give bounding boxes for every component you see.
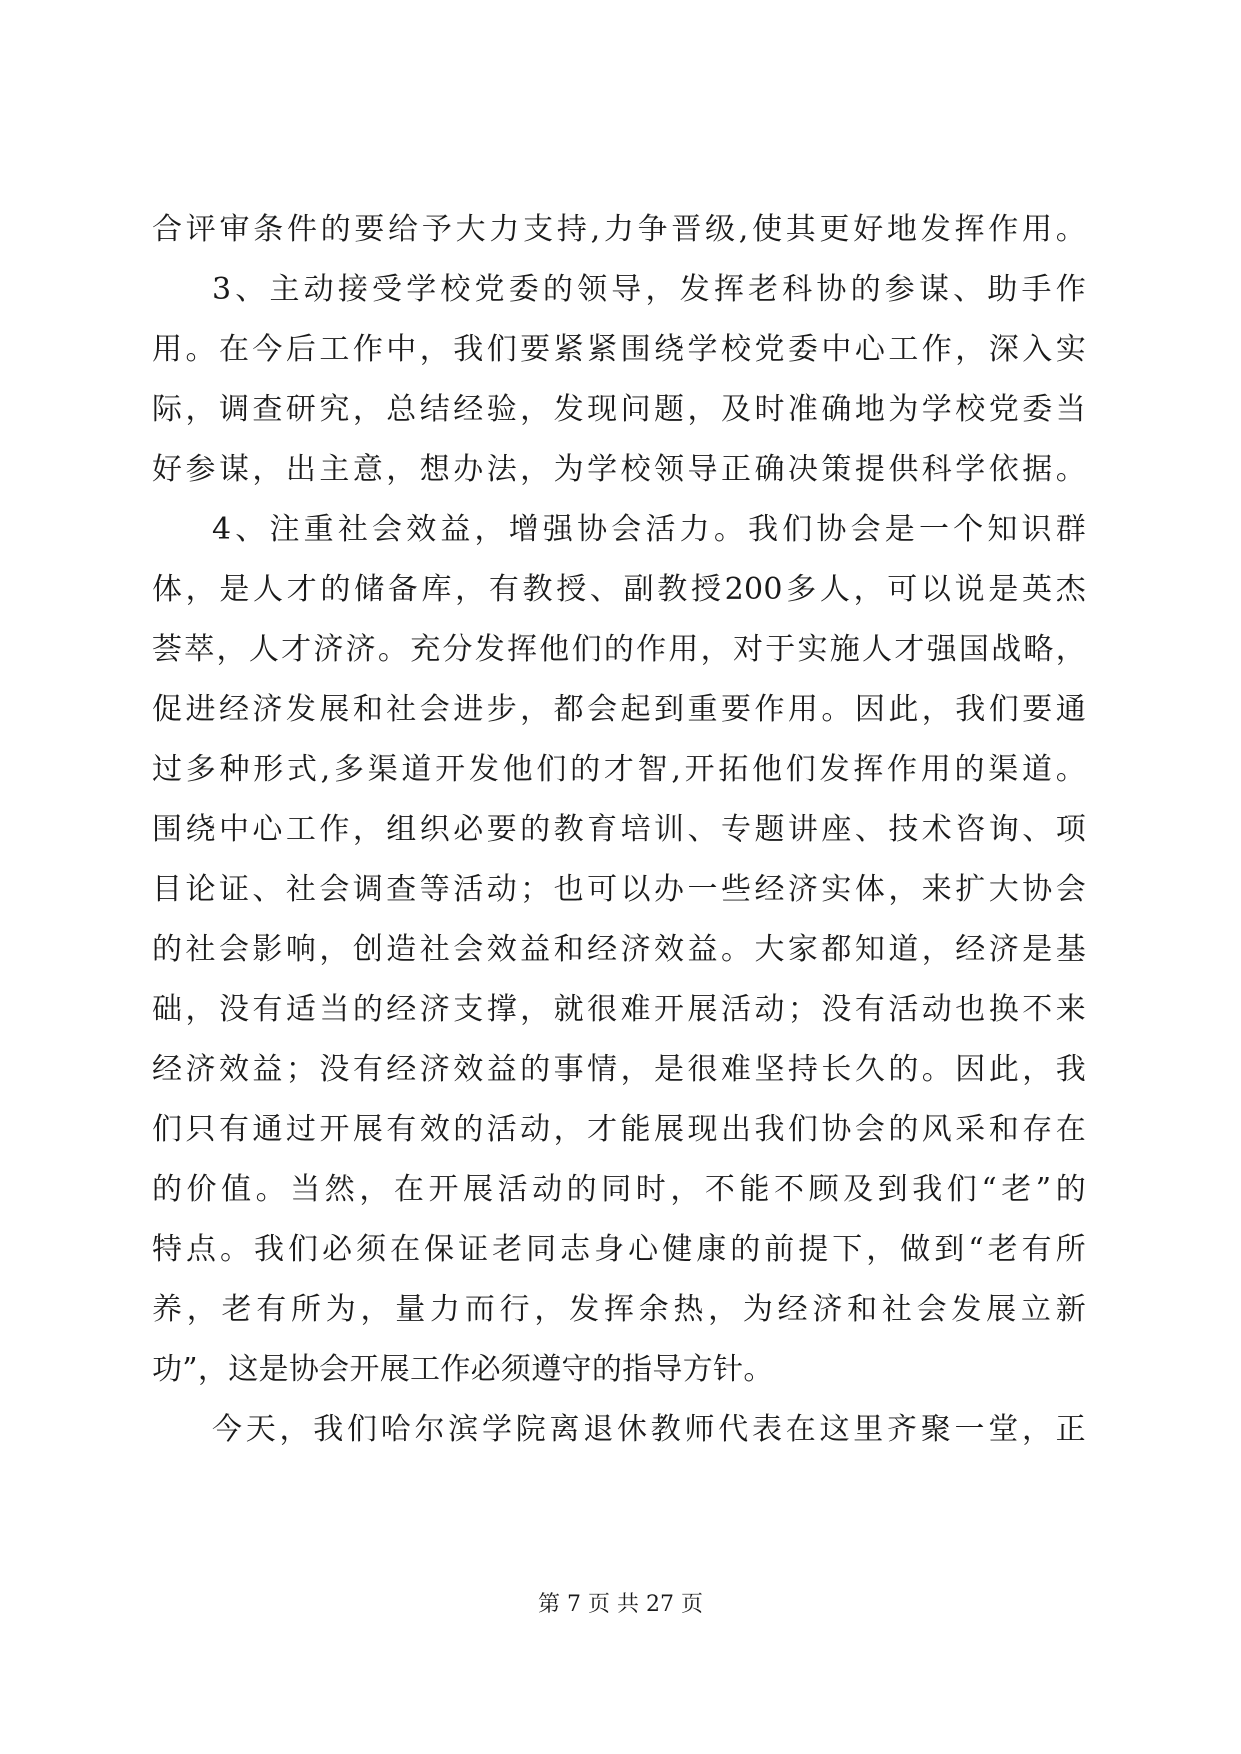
paragraph-line: 荟萃，人才济济。充分发挥他们的作用，对于实施人才强国战略， [152,632,1086,667]
paragraph-line: 的社会影响，创造社会效益和经济效益。大家都知道，经济是基 [152,932,1086,967]
paragraph-line: 过多种形式,多渠道开发他们的才智,开拓他们发挥作用的渠道。 [152,752,1086,787]
paragraph-line: 3、主动接受学校党委的领导，发挥老科协的参谋、助手作 [212,272,1086,307]
page-number-footer: 第 7 页 共 27 页 [538,1592,703,1617]
paragraph-line: 体，是人才的储备库，有教授、副教授200多人，可以说是英杰 [152,572,1086,607]
paragraph-line: 好参谋，出主意，想办法，为学校领导正确决策提供科学依据。 [152,452,1086,487]
paragraph-line: 合评审条件的要给予大力支持,力争晋级,使其更好地发挥作用。 [152,212,1086,247]
paragraph-line: 目论证、社会调查等活动；也可以办一些经济实体，来扩大协会 [152,872,1086,907]
paragraph-line: 功”，这是协会开展工作必须遵守的指导方针。 [152,1352,774,1387]
paragraph-line: 们只有通过开展有效的活动，才能展现出我们协会的风采和存在 [152,1112,1086,1147]
paragraph-line: 际，调查研究，总结经验，发现问题，及时准确地为学校党委当 [152,392,1086,427]
paragraph-line: 础，没有适当的经济支撑，就很难开展活动；没有活动也换不来 [152,992,1086,1027]
paragraph-line: 的价值。当然，在开展活动的同时，不能不顾及到我们“老”的 [152,1172,1086,1207]
paragraph-line: 养，老有所为，量力而行，发挥余热，为经济和社会发展立新 [152,1292,1086,1327]
paragraph-line: 促进经济发展和社会进步，都会起到重要作用。因此，我们要通 [152,692,1086,727]
paragraph-line: 4、注重社会效益，增强协会活力。我们协会是一个知识群 [212,512,1086,547]
paragraph-line: 特点。我们必须在保证老同志身心健康的前提下，做到“老有所 [152,1232,1086,1267]
paragraph-line: 围绕中心工作，组织必要的教育培训、专题讲座、技术咨询、项 [152,812,1086,847]
paragraph-line: 用。在今后工作中，我们要紧紧围绕学校党委中心工作，深入实 [152,332,1086,367]
paragraph-line: 经济效益；没有经济效益的事情，是很难坚持长久的。因此，我 [152,1052,1086,1087]
paragraph-line: 今天，我们哈尔滨学院离退休教师代表在这里齐聚一堂，正 [212,1412,1086,1447]
